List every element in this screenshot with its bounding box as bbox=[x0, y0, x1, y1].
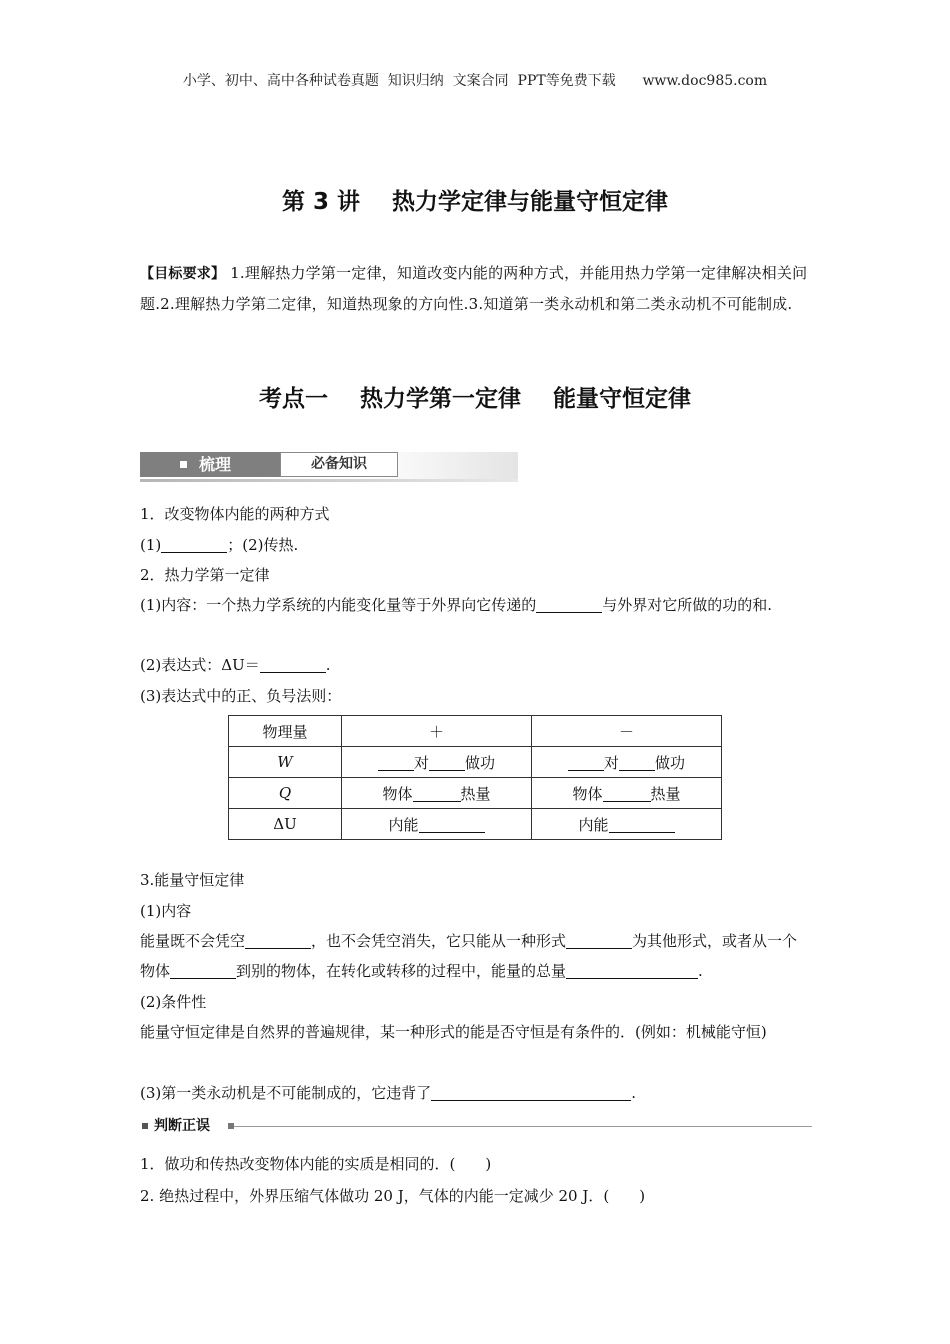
sign-convention-table bbox=[228, 715, 722, 840]
blank-line[interactable] bbox=[609, 816, 675, 833]
body-line: (2)表达式：ΔU＝ . bbox=[140, 656, 331, 674]
table-cell: 物体 热量 bbox=[342, 778, 532, 809]
square-bullet-icon bbox=[142, 1123, 148, 1129]
judge-question: 2. 绝热过程中，外界压缩气体做功 20 J，气体的内能一定减少 20 J．( ) bbox=[140, 1187, 646, 1205]
table-cell: 对 做功 bbox=[532, 747, 722, 778]
blank-line[interactable] bbox=[431, 1084, 631, 1101]
blank-line[interactable] bbox=[603, 785, 651, 802]
table-row bbox=[229, 716, 722, 747]
blank-line[interactable] bbox=[429, 754, 465, 771]
table-cell: 物体 热量 bbox=[532, 778, 722, 809]
blank-line[interactable] bbox=[566, 962, 698, 979]
body-line: 3.能量守恒定律 bbox=[140, 871, 245, 889]
body-line: (1) ；(2)传热. bbox=[140, 536, 299, 554]
table-cell: 内能 bbox=[532, 809, 722, 840]
knowledge-banner bbox=[140, 452, 518, 482]
table-cell: Q bbox=[229, 778, 342, 809]
table-header-cell: 物理量 bbox=[229, 716, 342, 747]
table-header-cell: ＋ bbox=[342, 716, 532, 747]
page-header: 小学、初中、高中各种试卷真题 知识归纳 文案合同 PPT等免费下载 www.doc985.com bbox=[182, 73, 768, 89]
square-bullet-icon bbox=[180, 461, 187, 468]
blank-line[interactable] bbox=[413, 785, 461, 802]
blank-line[interactable] bbox=[245, 932, 311, 949]
body-line: (2)条件性 bbox=[140, 993, 207, 1011]
blank-line[interactable] bbox=[619, 754, 655, 771]
judge-section-bar bbox=[140, 1116, 812, 1136]
blank-line[interactable] bbox=[566, 932, 632, 949]
blank-line[interactable] bbox=[378, 754, 414, 771]
body-line: 1．改变物体内能的两种方式 bbox=[140, 505, 330, 523]
goals-text: 1.理解热力学第一定律，知道改变内能的两种方式，并能用热力学第一定律解决相关问题.2.理解热力学第二定律，知道热现象的方向性.3.知道第一类永动机和第二类永动机不可能制成. bbox=[140, 264, 808, 313]
learning-goals bbox=[140, 258, 812, 319]
blank-line[interactable] bbox=[260, 656, 326, 673]
banner-main-label: 梳理 bbox=[199, 455, 232, 474]
table-cell: W bbox=[229, 747, 342, 778]
banner-underline bbox=[140, 479, 518, 482]
judge-label: 判断正误 bbox=[154, 1118, 210, 1134]
lecture-title: 第 3 讲 热力学定律与能量守恒定律 bbox=[281, 189, 669, 215]
table-row bbox=[229, 809, 722, 840]
table-cell: 内能 bbox=[342, 809, 532, 840]
blank-line[interactable] bbox=[419, 816, 485, 833]
table-row bbox=[229, 747, 722, 778]
body-line: (3)表达式中的正、负号法则： bbox=[140, 687, 342, 705]
blank-line[interactable] bbox=[568, 754, 604, 771]
body-line: (1)内容 bbox=[140, 902, 192, 920]
blank-line[interactable] bbox=[536, 596, 602, 613]
banner-main bbox=[140, 452, 285, 477]
body-line: (1)内容：一个热力学系统的内能变化量等于外界向它传递的 与外界对它所做的功的和. bbox=[140, 596, 773, 614]
body-line: (3)第一类永动机是不可能制成的，它违背了 . bbox=[140, 1084, 637, 1102]
judge-question: 1．做功和传热改变物体内能的实质是相同的．( ) bbox=[140, 1155, 492, 1173]
blank-line[interactable] bbox=[170, 962, 236, 979]
body-line: 能量既不会凭空 ，也不会凭空消失，它只能从一种形式 为其他形式，或者从一个物体 到别的物体，在转化或转移的过程中，能量的总量 . bbox=[140, 932, 798, 980]
banner-tab: 必备知识 bbox=[280, 452, 398, 477]
divider bbox=[234, 1126, 812, 1127]
table-row bbox=[229, 778, 722, 809]
table-cell: 对 做功 bbox=[342, 747, 532, 778]
table-header-cell: － bbox=[532, 716, 722, 747]
body-line: 2．热力学第一定律 bbox=[140, 566, 270, 584]
table-cell: ΔU bbox=[229, 809, 342, 840]
body-line: 能量守恒定律是自然界的普遍规律，某一种形式的能是否守恒是有条件的．(例如：机械能守恒) bbox=[140, 1023, 767, 1041]
blank-line[interactable] bbox=[161, 536, 227, 553]
section-title: 考点一 热力学第一定律 能量守恒定律 bbox=[258, 386, 692, 412]
goals-label: 【目标要求】 bbox=[140, 266, 226, 282]
